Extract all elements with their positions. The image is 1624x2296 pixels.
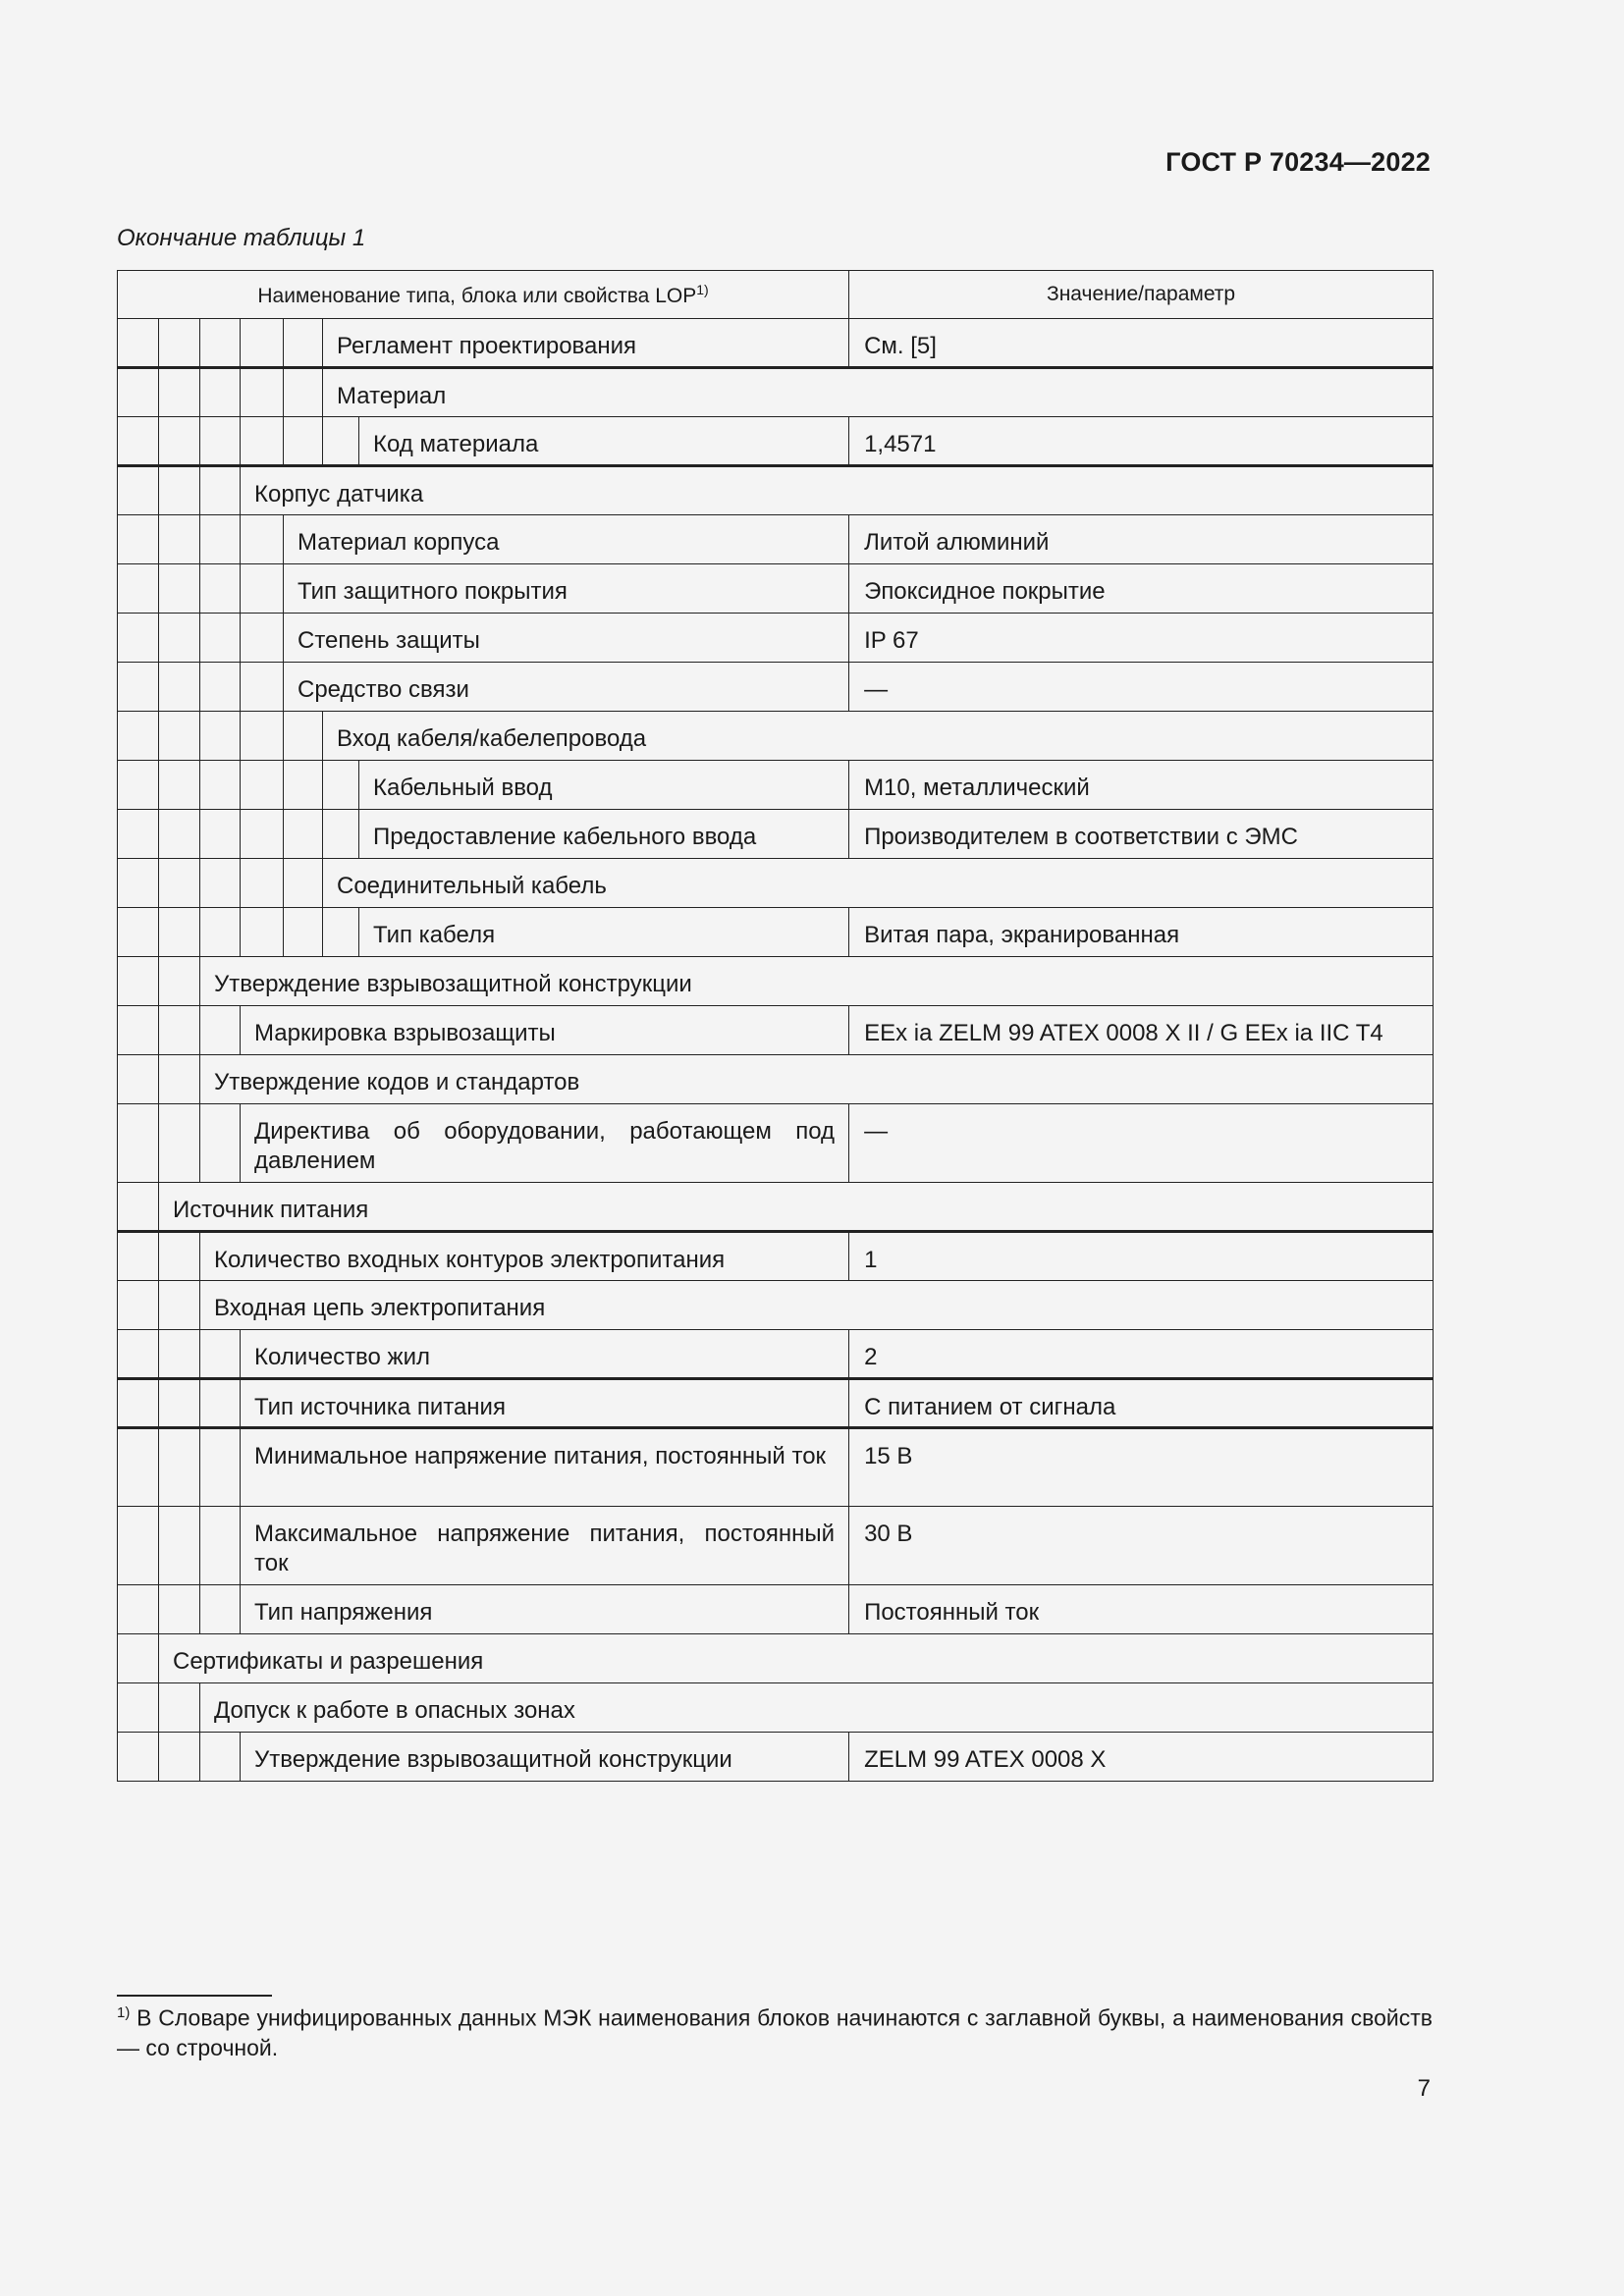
- table-row: [118, 761, 1434, 810]
- header-name-text: Наименование типа, блока или свойства LOP: [257, 284, 697, 307]
- indent-cell: [200, 761, 241, 810]
- table-row: [118, 810, 1434, 859]
- value-cell: 15 В: [849, 1428, 1434, 1507]
- name-cell: Предоставление кабельного ввода: [359, 810, 849, 859]
- value-cell: 30 В: [849, 1507, 1434, 1585]
- name-cell: Максимальное напряжение питания, постоянный ток: [241, 1507, 849, 1585]
- indent-cell: [159, 368, 200, 417]
- value-cell: —: [849, 663, 1434, 712]
- indent-cell: [118, 761, 159, 810]
- indent-cell: [118, 957, 159, 1006]
- indent-cell: [159, 1104, 200, 1183]
- indent-cell: [118, 614, 159, 663]
- indent-cell: [118, 368, 159, 417]
- indent-cell: [118, 319, 159, 368]
- indent-cell: [200, 1507, 241, 1585]
- value-cell: 2: [849, 1330, 1434, 1379]
- indent-cell: [200, 1428, 241, 1507]
- indent-cell: [118, 1232, 159, 1281]
- table-row: [118, 1281, 1434, 1330]
- value-cell: Эпоксидное покрытие: [849, 564, 1434, 614]
- value-cell: ZELM 99 ATEX 0008 X: [849, 1733, 1434, 1782]
- indent-cell: [200, 1104, 241, 1183]
- indent-cell: [118, 908, 159, 957]
- indent-cell: [118, 1379, 159, 1428]
- indent-cell: [159, 1006, 200, 1055]
- name-cell: Регламент проектирования: [323, 319, 849, 368]
- indent-cell: [323, 417, 359, 466]
- indent-cell: [241, 368, 284, 417]
- indent-cell: [159, 614, 200, 663]
- indent-cell: [118, 564, 159, 614]
- value-cell: Витая пара, экранированная: [849, 908, 1434, 957]
- name-cell: Соединительный кабель: [323, 859, 1434, 908]
- table-caption: Окончание таблицы 1: [117, 225, 366, 251]
- indent-cell: [200, 564, 241, 614]
- indent-cell: [159, 515, 200, 564]
- indent-cell: [159, 1379, 200, 1428]
- table-row: [118, 1683, 1434, 1733]
- page-number: 7: [1417, 2075, 1431, 2102]
- table-row: [118, 1006, 1434, 1055]
- header-value-cell: Значение/параметр: [849, 271, 1434, 319]
- name-cell: Тип источника питания: [241, 1379, 849, 1428]
- indent-cell: [241, 908, 284, 957]
- indent-cell: [200, 614, 241, 663]
- value-cell: Производителем в соответствии с ЭМС: [849, 810, 1434, 859]
- name-cell: Утверждение кодов и стандартов: [200, 1055, 1434, 1104]
- indent-cell: [200, 417, 241, 466]
- indent-cell: [118, 1055, 159, 1104]
- name-cell: Тип кабеля: [359, 908, 849, 957]
- indent-cell: [118, 810, 159, 859]
- table-row: [118, 1733, 1434, 1782]
- table-row: [118, 1507, 1434, 1585]
- indent-cell: [159, 1683, 200, 1733]
- table-row: [118, 859, 1434, 908]
- table-row: [118, 1379, 1434, 1428]
- table-header-row: [118, 271, 1434, 319]
- indent-cell: [118, 1330, 159, 1379]
- table-row: [118, 614, 1434, 663]
- indent-cell: [118, 859, 159, 908]
- indent-cell: [200, 466, 241, 515]
- indent-cell: [284, 319, 323, 368]
- indent-cell: [118, 1006, 159, 1055]
- indent-cell: [200, 810, 241, 859]
- indent-cell: [159, 1585, 200, 1634]
- indent-cell: [159, 1055, 200, 1104]
- indent-cell: [241, 319, 284, 368]
- indent-cell: [200, 1006, 241, 1055]
- indent-cell: [159, 810, 200, 859]
- table-row: [118, 1428, 1434, 1507]
- indent-cell: [200, 859, 241, 908]
- name-cell: Кабельный ввод: [359, 761, 849, 810]
- indent-cell: [241, 614, 284, 663]
- indent-cell: [118, 1585, 159, 1634]
- indent-cell: [159, 466, 200, 515]
- table-body: [118, 319, 1434, 1782]
- indent-cell: [284, 810, 323, 859]
- name-cell: Допуск к работе в опасных зонах: [200, 1683, 1434, 1733]
- name-cell: Утверждение взрывозащитной конструкции: [200, 957, 1434, 1006]
- name-cell: Директива об оборудовании, работающем под давлением: [241, 1104, 849, 1183]
- table-row: [118, 1183, 1434, 1232]
- table-row: [118, 515, 1434, 564]
- indent-cell: [118, 1507, 159, 1585]
- name-cell: Утверждение взрывозащитной конструкции: [241, 1733, 849, 1782]
- indent-cell: [118, 1634, 159, 1683]
- document-number: ГОСТ Р 70234—2022: [1165, 147, 1431, 177]
- indent-cell: [118, 1281, 159, 1330]
- table-row: [118, 908, 1434, 957]
- indent-cell: [159, 712, 200, 761]
- indent-cell: [159, 859, 200, 908]
- indent-cell: [200, 1733, 241, 1782]
- table-row: [118, 1585, 1434, 1634]
- indent-cell: [118, 1183, 159, 1232]
- indent-cell: [159, 319, 200, 368]
- indent-cell: [284, 417, 323, 466]
- indent-cell: [323, 810, 359, 859]
- table-row: [118, 417, 1434, 466]
- name-cell: Код материала: [359, 417, 849, 466]
- header-footnote-marker: 1): [696, 281, 709, 297]
- value-cell: М10, металлический: [849, 761, 1434, 810]
- indent-cell: [159, 417, 200, 466]
- indent-cell: [118, 1428, 159, 1507]
- value-cell: См. [5]: [849, 319, 1434, 368]
- name-cell: Вход кабеля/кабелепровода: [323, 712, 1434, 761]
- indent-cell: [118, 515, 159, 564]
- indent-cell: [159, 957, 200, 1006]
- table-row: [118, 319, 1434, 368]
- indent-cell: [241, 810, 284, 859]
- table-row: [118, 368, 1434, 417]
- indent-cell: [284, 712, 323, 761]
- indent-cell: [159, 1330, 200, 1379]
- name-cell: Количество жил: [241, 1330, 849, 1379]
- indent-cell: [118, 1104, 159, 1183]
- value-cell: С питанием от сигнала: [849, 1379, 1434, 1428]
- specification-table: [117, 270, 1434, 1782]
- value-cell: 1: [849, 1232, 1434, 1281]
- value-cell: IP 67: [849, 614, 1434, 663]
- value-cell: —: [849, 1104, 1434, 1183]
- indent-cell: [241, 663, 284, 712]
- name-cell: Источник питания: [159, 1183, 1434, 1232]
- name-cell: Степень защиты: [284, 614, 849, 663]
- indent-cell: [284, 761, 323, 810]
- value-cell: 1,4571: [849, 417, 1434, 466]
- indent-cell: [200, 712, 241, 761]
- indent-cell: [159, 908, 200, 957]
- table-row: [118, 564, 1434, 614]
- name-cell: Материал корпуса: [284, 515, 849, 564]
- table-row: [118, 663, 1434, 712]
- name-cell: Минимальное напряжение питания, постоянный ток: [241, 1428, 849, 1507]
- indent-cell: [284, 368, 323, 417]
- table-row: [118, 712, 1434, 761]
- table-row: [118, 957, 1434, 1006]
- indent-cell: [200, 515, 241, 564]
- indent-cell: [323, 908, 359, 957]
- indent-cell: [159, 663, 200, 712]
- name-cell: Сертификаты и разрешения: [159, 1634, 1434, 1683]
- table-row: [118, 1232, 1434, 1281]
- indent-cell: [200, 368, 241, 417]
- indent-cell: [159, 564, 200, 614]
- table-row: [118, 1330, 1434, 1379]
- indent-cell: [241, 712, 284, 761]
- indent-cell: [118, 712, 159, 761]
- name-cell: Маркировка взрывозащиты: [241, 1006, 849, 1055]
- name-cell: Средство связи: [284, 663, 849, 712]
- indent-cell: [241, 564, 284, 614]
- indent-cell: [200, 1379, 241, 1428]
- table-row: [118, 1634, 1434, 1683]
- value-cell: EEx ia ZELM 99 ATEX 0008 X II / G EEx ia IIC T4: [849, 1006, 1434, 1055]
- indent-cell: [159, 1733, 200, 1782]
- name-cell: Корпус датчика: [241, 466, 1434, 515]
- indent-cell: [159, 1232, 200, 1281]
- indent-cell: [200, 319, 241, 368]
- table-row: [118, 1104, 1434, 1183]
- name-cell: Тип защитного покрытия: [284, 564, 849, 614]
- indent-cell: [200, 908, 241, 957]
- footnote: [117, 1999, 1433, 2062]
- name-cell: Тип напряжения: [241, 1585, 849, 1634]
- value-cell: Литой алюминий: [849, 515, 1434, 564]
- indent-cell: [118, 1683, 159, 1733]
- indent-cell: [159, 1281, 200, 1330]
- indent-cell: [284, 859, 323, 908]
- footnote-text: В Словаре унифицированных данных МЭК наименования блоков начинаются с заглавной буквы, а наименования свойств — со строчной.: [117, 2004, 1433, 2060]
- indent-cell: [159, 1507, 200, 1585]
- footnote-marker: 1): [117, 2004, 131, 2021]
- value-cell: Постоянный ток: [849, 1585, 1434, 1634]
- indent-cell: [159, 1428, 200, 1507]
- indent-cell: [200, 1585, 241, 1634]
- name-cell: Материал: [323, 368, 1434, 417]
- indent-cell: [118, 663, 159, 712]
- indent-cell: [241, 417, 284, 466]
- indent-cell: [118, 466, 159, 515]
- header-name-cell: [118, 271, 849, 319]
- indent-cell: [159, 761, 200, 810]
- name-cell: Количество входных контуров электропитания: [200, 1232, 849, 1281]
- table-row: [118, 1055, 1434, 1104]
- indent-cell: [323, 761, 359, 810]
- footnote-rule: [117, 1995, 272, 1997]
- indent-cell: [284, 908, 323, 957]
- name-cell: Входная цепь электропитания: [200, 1281, 1434, 1330]
- indent-cell: [200, 1330, 241, 1379]
- indent-cell: [118, 1733, 159, 1782]
- indent-cell: [241, 515, 284, 564]
- indent-cell: [241, 761, 284, 810]
- table-row: [118, 466, 1434, 515]
- indent-cell: [241, 859, 284, 908]
- indent-cell: [200, 663, 241, 712]
- indent-cell: [118, 417, 159, 466]
